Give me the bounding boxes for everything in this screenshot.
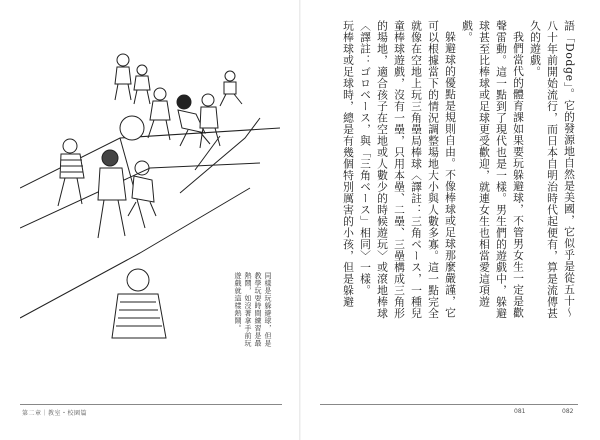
child-far-3	[220, 71, 242, 106]
child-striped	[58, 139, 84, 206]
vertical-body-text	[342, 20, 578, 320]
court-line	[20, 128, 280, 188]
paragraph: 躲避球的優點是規則自由。不像棒球或足球那麼嚴謹，它可以根據當下的情況調整場地大小與人數多寡。這一點完全就像在空地上玩三角壘局棒球〈譯註：三角ベース，一種兒童棒球遊戲，沒有一壘，只用本壘、二壘、三壘構成三角形的場地，適合孩子在空地或人數少的時候遊玩〉或滾地棒球〈譯註：ゴロベース，與「三角ベース」相同〉一樣。	[359, 20, 457, 319]
footer-rule-left	[20, 404, 282, 405]
dodgeball	[120, 116, 144, 140]
illustration-caption: 同樣是玩躲避球，但是教學玩耍時間練習是最熱鬧，如沒著拿手前玩遊戲就這樣熱鬧。	[234, 272, 272, 347]
child-far-2	[134, 65, 150, 104]
chapter-folio: 第二章｜教室・校園篇	[22, 410, 88, 417]
paragraph: 玩棒球或足球時，總是有幾個特別厲害的小孩，但是躲避	[342, 20, 355, 308]
child-foreground-back	[112, 269, 166, 338]
child-mid-1	[148, 88, 170, 140]
child-center-front	[98, 150, 126, 238]
page-number-left: 081	[514, 408, 526, 415]
page-gutter	[299, 0, 301, 440]
paragraph: 語「Dodge」。它的發源地自然是美國，它似乎是從五十～八十年前開始流行，而日本自明治時代起便有，算是流傳甚久的遊戲。	[529, 20, 576, 319]
child-crouching	[128, 161, 156, 216]
child-far-1	[115, 54, 131, 100]
footer-rule-right	[320, 404, 578, 405]
page-number-right: 082	[562, 408, 574, 415]
paragraph: 我們當代的體育課如果要玩躲避球，不管男女生一定是歡聲雷動。這一點到了現代也是一樣。男生們的遊戲中，躲避球甚至比棒球或足球更受歡迎，就連女生也相當愛這項遊戲。	[461, 20, 525, 319]
